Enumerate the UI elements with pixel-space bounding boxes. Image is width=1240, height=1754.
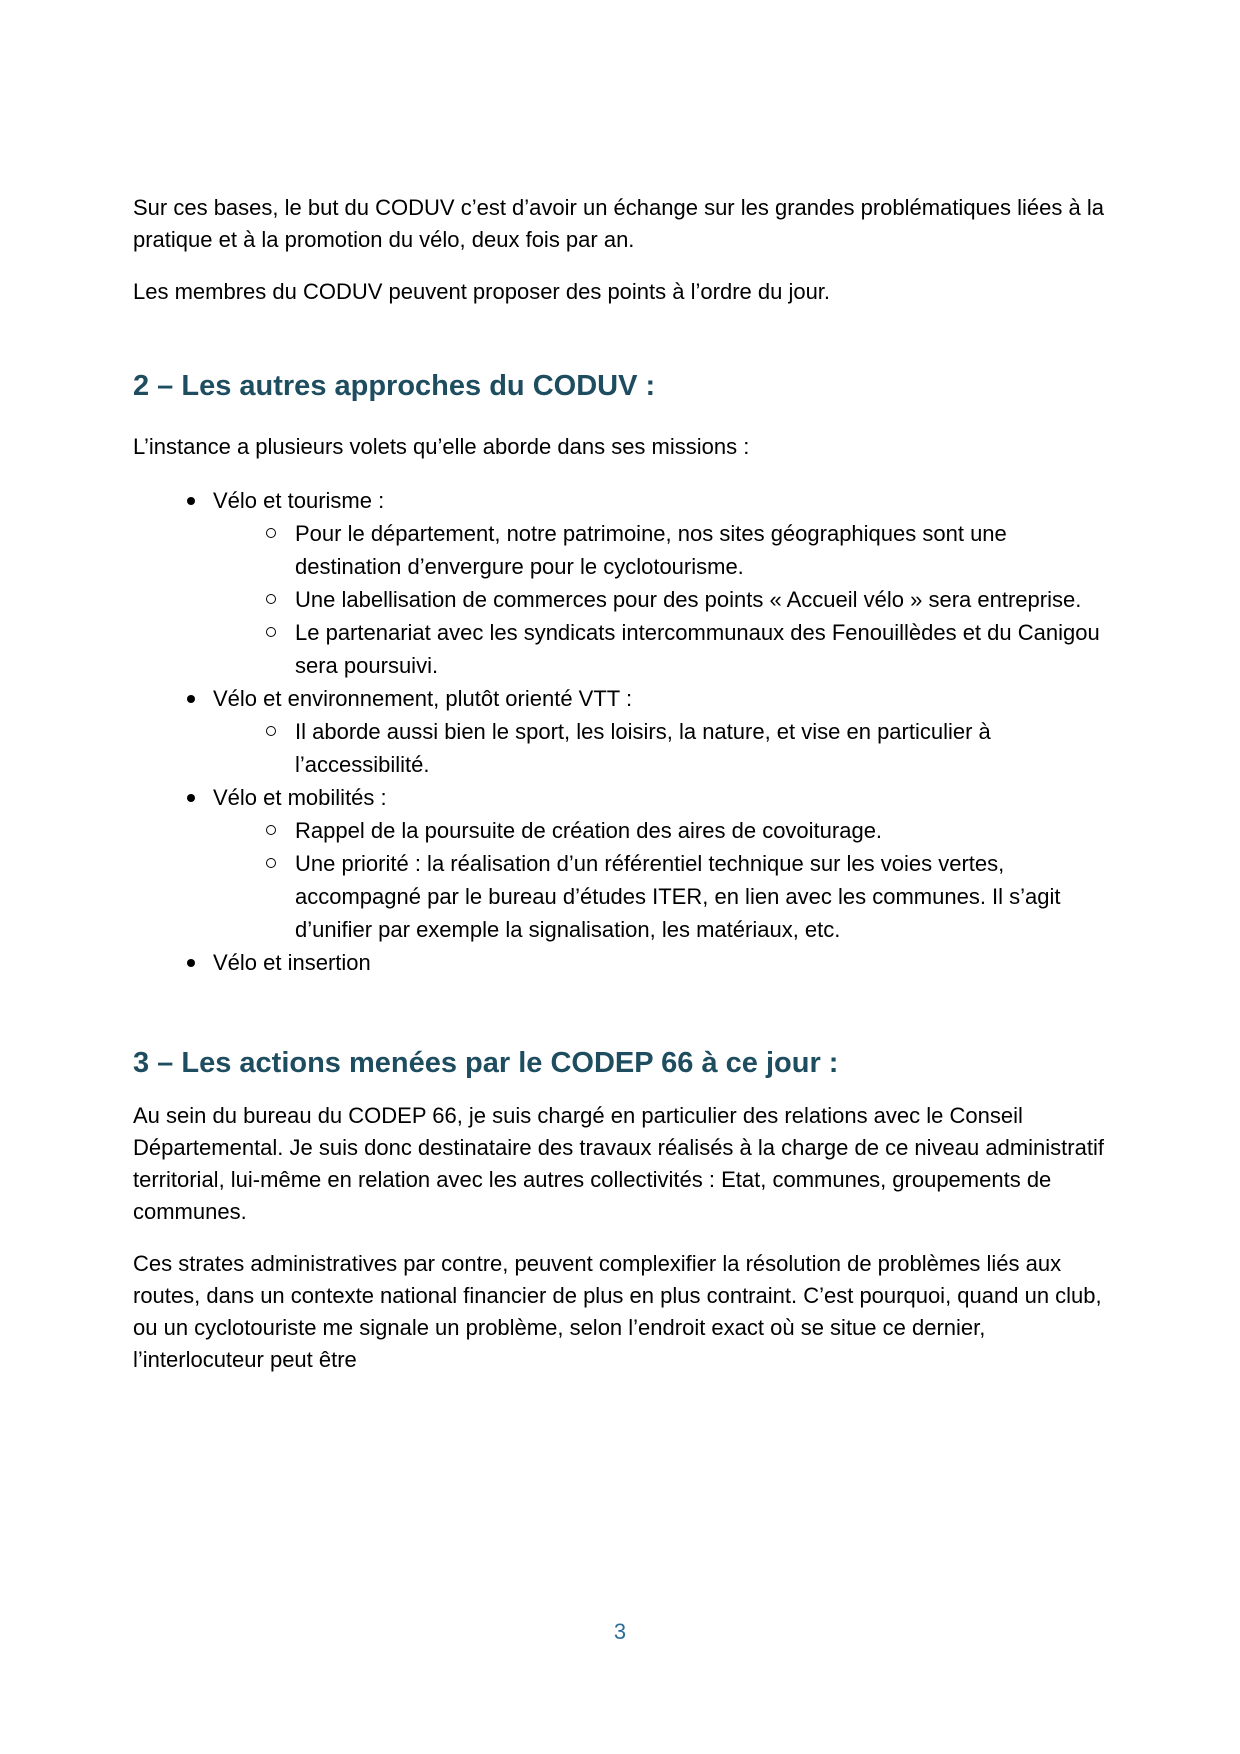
sub-item-labellisation: Une labellisation de commerces pour des points « Accueil vélo » sera entreprise. [133, 583, 1107, 616]
list-item-velo-mobilites: Vélo et mobilités : [133, 781, 1107, 814]
sub-item-partenariat: Le partenariat avec les syndicats intercommunaux des Fenouillèdes et du Canigou sera poursuivi. [133, 616, 1107, 682]
list-item-velo-environnement: Vélo et environnement, plutôt orienté VTT : [133, 682, 1107, 715]
intro-paragraph-2: Les membres du CODUV peuvent proposer des points à l’ordre du jour. [133, 279, 831, 304]
section-3-paragraph-1: Au sein du bureau du CODEP 66, je suis chargé en particulier des relations avec le Conseil Départemental. Je suis donc destinataire des travaux réalisés à la charge de ce niveau administratif territorial, lui-même en relation avec les autres collectivités : Etat, communes, groupements de communes. [133, 1103, 1104, 1224]
list-item-velo-insertion: Vélo et insertion [133, 946, 1107, 979]
sub-item-referentiel: Une priorité : la réalisation d’un référentiel technique sur les voies vertes, accompagné par le bureau d’études ITER, en lien avec les communes. Il s’agit d’unifier par exemple la signalisation, les matériaux, etc. [133, 847, 1107, 946]
section-2-lead: L’instance a plusieurs volets qu’elle aborde dans ses missions : [133, 434, 750, 459]
intro-paragraph-1: Sur ces bases, le but du CODUV c’est d’avoir un échange sur les grandes problématiques liées à la pratique et à la promotion du vélo, deux fois par an. [133, 195, 1104, 252]
sub-item-covoiturage: Rappel de la poursuite de création des aires de covoiturage. [133, 814, 1107, 847]
section-3-heading: 3 – Les actions menées par le CODEP 66 à ce jour : [133, 1047, 839, 1079]
sub-item-departement: Pour le département, notre patrimoine, nos sites géographiques sont une destination d’envergure pour le cyclotourisme. [133, 517, 1107, 583]
section-2-heading: 2 – Les autres approches du CODUV : [133, 370, 656, 402]
section-3-paragraph-2: Ces strates administratives par contre, peuvent complexifier la résolution de problèmes liés aux routes, dans un contexte national financier de plus en plus contraint. C’est pourquoi, quand un club, ou un cyclotouriste me signale un problème, selon l’endroit exact où se situe ce dernier, l’interlocuteur peut être [133, 1251, 1102, 1372]
sub-item-sport-loisirs: Il aborde aussi bien le sport, les loisirs, la nature, et vise en particulier à l’accessibilité. [133, 715, 1107, 781]
list-item-velo-tourisme: Vélo et tourisme : [133, 484, 1107, 517]
section-2-list [133, 484, 1107, 979]
page-number: 3 [613, 1619, 627, 1644]
